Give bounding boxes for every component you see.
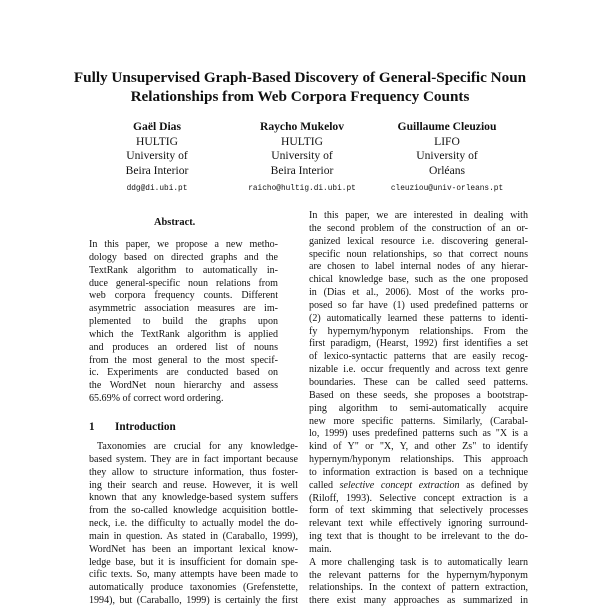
abstract-heading: Abstract.: [154, 217, 196, 228]
abstract-line: ic. Experiments are conducted based on: [89, 367, 278, 379]
title-line-2: Relationships from Web Corpora Frequency Counts: [130, 88, 470, 105]
intro-line: they allow to structure information, thus foster-: [89, 466, 298, 478]
body-line: nizable i.e. occur frequently and across text genre: [309, 364, 528, 376]
intro-line: based system. They are in fact important because: [89, 453, 298, 465]
body-line: A more challenging task is to automatically learn: [309, 556, 528, 568]
abstract-line: asymmetric association measures are im-: [89, 303, 278, 315]
body-line: main.: [309, 543, 332, 555]
body-line: the second problem of the construction of an or-: [309, 222, 528, 234]
intro-line: automatically produce taxonomies (Grefenstette,: [89, 582, 298, 594]
body-line: relationships. In the context of pattern extraction,: [309, 582, 528, 594]
author-affiliation: HULTIG: [280, 134, 324, 148]
abstract-line: TextRank algorithm to automatically in-: [89, 264, 278, 276]
body-line: new more specific patterns. Similarly, (Carabal-: [309, 415, 528, 427]
body-line: relevant text while effectively ignoring surround-: [309, 518, 528, 530]
body-line: ing text that is thought to be irrelevant to the do-: [309, 531, 528, 543]
author-name: Gaël Dias: [133, 120, 181, 133]
intro-line: ledge base, but it is insufficient for domain spe-: [89, 556, 298, 568]
abstract-line: from the most general to the most specif-: [89, 354, 278, 366]
abstract-line: which the TextRank algorithm is applied: [89, 328, 278, 340]
body-line: ping algorithm to semi-automatically acquire: [309, 402, 528, 414]
body-line: of lexico-syntactic patterns that are easily recog-: [309, 351, 528, 363]
body-line: are chosen to label internal nodes of any hierar-: [309, 261, 528, 273]
body-line: In this paper, we are interested in dealing with: [309, 210, 528, 221]
body-line: chical knowledge base, such as the one proposed: [309, 274, 528, 286]
body-line: lo, 1999) uses predefined patterns such as "X is a: [309, 428, 528, 440]
intro-line: ing their search and reuse. However, it is well: [89, 479, 298, 491]
author-affiliation: Orléans: [428, 163, 466, 177]
right-column-body: [309, 210, 528, 608]
author-mukelov: [227, 120, 377, 197]
author-email: raicho@hultig.di.ubi.pt: [248, 185, 356, 194]
body-line: in (Dias et al., 2006). Most of the works pro-: [309, 287, 528, 299]
body-line: first paradigm, (Hearst, 1992) first identifies a set: [309, 338, 528, 350]
author-affiliation: University of: [416, 149, 478, 163]
body-line: fy hypernym/hyponym relationships. From the: [309, 325, 528, 337]
abstract-line: web corpora frequency counts. Different: [89, 290, 278, 302]
paper-title: [60, 68, 540, 106]
abstract-line: plemented to build the graphs upon: [89, 316, 278, 328]
intro-line: main in question. As stated in (Caraballo, 1999),: [89, 530, 298, 542]
body-line: [309, 480, 528, 493]
author-affiliation: HULTIG: [135, 134, 179, 148]
section-title: Introduction: [115, 421, 176, 433]
author-affiliation: University of: [126, 149, 188, 163]
body-line: to information extraction is based on a technique: [309, 466, 528, 478]
intro-line: 1994), but (Caraballo, 1999) is certainly the first: [89, 595, 298, 607]
intro-line: from the so-called knowledge acquisition bottle-: [89, 505, 298, 517]
author-affiliation: Beira Interior: [270, 163, 334, 177]
author-block: [82, 120, 522, 192]
emphasis-term: selective concept extraction: [339, 479, 460, 491]
body-line: form of text skimming that selectively processes: [309, 505, 528, 517]
author-cleuziou: [372, 120, 522, 197]
introduction-body: [89, 441, 298, 608]
abstract-line: the WordNet noun hierarchy and assess: [89, 380, 278, 392]
body-text: as defined by: [466, 479, 528, 491]
body-line: kind of Y" or "X, Y, and other Zs" to identify: [309, 441, 528, 453]
author-affiliation: University of: [271, 149, 333, 163]
abstract-line: duce general-specific noun relations from: [89, 277, 278, 289]
intro-line: known that any knowledge-based system suffers: [89, 492, 298, 504]
abstract-line: and produces an ordered list of nouns: [89, 341, 278, 353]
body-line: the relevant patterns for the hypernym/hyponym: [309, 569, 528, 581]
body-line: boundaries. These can be called seed patterns.: [309, 376, 528, 388]
author-name: Raycho Mukelov: [259, 120, 345, 133]
intro-line: neck, i.e. the difficulty to actually model the do-: [89, 518, 298, 530]
section-heading-introduction: [89, 421, 176, 433]
body-line: specific noun relationships, so that correct nouns: [309, 248, 528, 260]
abstract-line: 65.69% of correct word ordering.: [89, 393, 224, 405]
author-affiliation: LIFO: [434, 134, 460, 148]
author-dias: [82, 120, 232, 197]
intro-line: Taxonomies are crucial for any knowledge-: [97, 441, 298, 452]
section-number: 1: [89, 421, 95, 433]
body-line: posed so far have (1) used predefined patterns or: [309, 299, 528, 311]
abstract-line: In this paper, we propose a new metho-: [89, 239, 278, 250]
body-text: called: [309, 479, 333, 491]
body-line: (2) automatically learned these patterns to identi-: [309, 312, 528, 324]
body-line: ganized lexical resource i.e. discovering general-: [309, 235, 528, 247]
body-line: (Riloff, 1993). Selective concept extraction is a: [309, 492, 528, 504]
author-affiliation: Beira Interior: [125, 163, 189, 177]
author-email: ddg@di.ubi.pt: [126, 185, 188, 194]
body-line: hypernym/hyponym relationships. This approach: [309, 454, 528, 466]
author-email: cleuziou@univ-orleans.pt: [390, 185, 504, 194]
body-line: there exist many approaches as summarized in: [309, 595, 528, 607]
body-line: Based on these seeds, she proposes a bootstrap-: [309, 389, 528, 401]
author-name: Guillaume Cleuziou: [397, 120, 497, 133]
abstract-line: dology based on directed graphs and the: [89, 251, 278, 263]
title-line-1: Fully Unsupervised Graph-Based Discovery of General-Specific Noun: [73, 69, 527, 86]
intro-line: cific texts. So, many attempts have been made to: [89, 569, 298, 581]
intro-line: WordNet has been an important lexical know-: [89, 543, 298, 555]
abstract-body: [89, 239, 278, 406]
